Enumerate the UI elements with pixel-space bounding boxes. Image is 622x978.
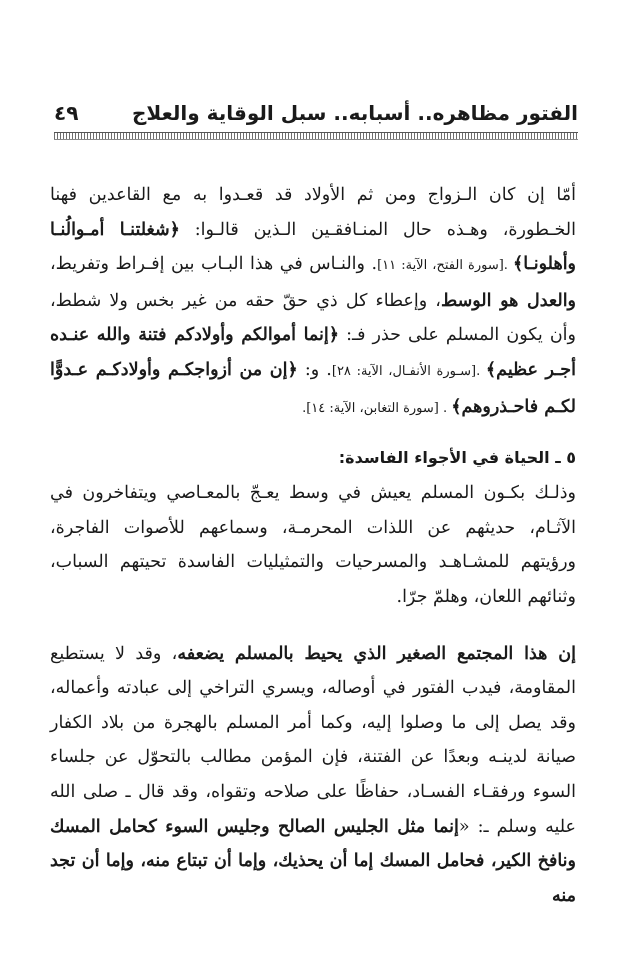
quran-quote-1: ﴿شغلتنـا أمـوالُنـا وأهلونـا﴾ (50, 219, 577, 275)
citation-2: .[سـورة الأنفـال، الآية: ٢٨] (331, 363, 486, 379)
bold-lead-sentence: إن هذا المجتمع الصغير الذي يحيط بالمسلم يضعفه (177, 643, 576, 664)
page-header (54, 96, 578, 130)
bold-phrase-moderation: والعدل هو الوسط (440, 290, 577, 311)
paragraph-3-text: ، وقد لا يستطيع المقاومة، فيدب الفتور في أوصاله، ويسري التراخي إلى عبادته وأعماله، وقد يصل إلى ما وصلوا إليه، وكما أمر المسلم بالهجرة من بلاد الكفار صيانة لدينـه وبعدًا عن الفتنة، فإن المؤمن مطالب بالتحوّل عن جلساء السوء ورفقـاء الفسـاد، حفاظًا على صلاحه وتقواه، وقد قال ـ صلى الله عليه وسلم ـ: « (50, 643, 577, 837)
paragraph-1 (50, 178, 576, 426)
quran-quote-3: ﴿إن من أزواجكـم وأولادكـم عـدوًّا لكـم فاحـذروهم﴾ (50, 359, 576, 417)
header-divider (54, 132, 578, 140)
running-title: الفتور مظاهره.. أسبابه.. سبل الوقاية والعلاج (131, 101, 578, 125)
citation-1: .[سورة الفتح، الآية: ١١] (377, 258, 514, 274)
quran-quote-2: ﴿إنما أموالكم وأولادكم فتنة والله عنـده أجـر عظيم﴾ (50, 325, 576, 380)
paragraph-2: وذلـك بكـون المسلم يعيش في وسط يعـجّ بالمعـاصي ويتفاخرون في الآثـام، حديثهم عن اللذات المحرمـة، وسماعهم للأصوات الفاجرة، ورؤيتهم للمشـاهـد والمسرحيات والتمثيليات الفاسدة تحيتهم السباب، وثنائهم اللعان، وهلمّ جرّا. (50, 483, 576, 607)
section-heading: ٥ ـ الحياة في الأجواء الفاسدة: (338, 448, 576, 468)
page-number: ٤٩ (54, 101, 79, 125)
paragraph-1-text-b: . والنـاس في هذا البـاب بين إفـراط وتفريط، (50, 254, 378, 275)
paragraph-1-text-a: أمّا إن كان الـزواج ومن ثم الأولاد قد قعـدوا به مع القاعدين فهنا الخـطورة، وهـذه حال المنـافقـين الـذين قالـوا: (50, 185, 576, 240)
paragraph-1-text-c: ، وإعطاء كل ذي حقّ حقه من غير بخس ولا شطط، وأن يكون المسلم على حذر فـ: (50, 290, 576, 346)
citation-3: . [سورة التغابن، الآية: ١٤]. (302, 400, 452, 416)
paragraph-1-text-d: . و: (297, 359, 332, 380)
page-body (50, 178, 576, 913)
paragraph-3 (50, 637, 576, 914)
hadith-quote: إنما مثل الجليس الصالح وجليس السوء كحامل المسك ونافخ الكير، فحامل المسك إما أن يحذيك، وإما أن تبتاع منه، وإما أن تجد منه (50, 816, 576, 906)
